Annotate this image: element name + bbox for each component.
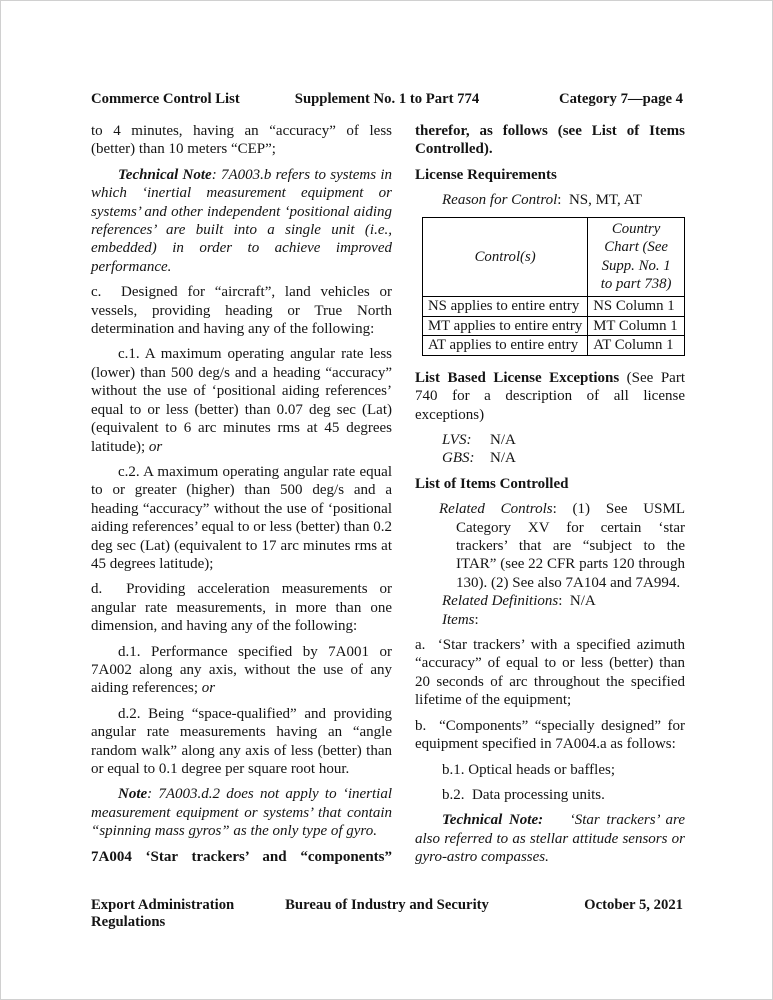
text-run: or [201,680,216,697]
text-run: Related Controls [439,501,553,518]
table-row [423,336,685,356]
page-header [91,91,683,108]
text-run: d.2. Being “space-qualified” and providing angular rate measurements having an “angle random walk” along any axis of less (better) than or equal to 0.1 degree per square root hour. [91,705,392,777]
text-run: LVS: [442,432,472,448]
table-row [423,297,685,317]
text-run: d.1. Performance specified by 7A001 or 7A002 along any axis, without the use of any aiding references; [91,643,392,697]
exception-gbs [415,449,685,467]
text-run: List Based License Exceptions [415,369,620,386]
related-definitions [415,592,685,610]
text-run: therefor, as follows (see List of Items Controlled). [415,123,685,158]
footer-date: October 5, 2021 [584,897,684,913]
note-7a003d2 [91,785,392,840]
text-run: GBS: [442,450,475,467]
list-of-items-controlled-heading [415,475,685,493]
text-run: License Requirements [415,166,557,183]
table-cell: AT applies to entire entry [423,336,588,356]
paragraph-d2 [91,705,392,779]
text-run: 7A004 ‘Star trackers’ and “components” [91,848,392,865]
right-column-bottom [415,369,685,867]
header-supplement-title: Supplement No. 1 to Part 774 [294,91,480,107]
text-run: c.2. A maximum operating angular rate equal to or greater (higher) than 500 deg/s and a heading “accuracy” without the use of ‘positional aiding references’ equal to or less (better) than 0.2 deg sec (Lat) (equivalent to 17 arc minutes rms at 45 degrees latitude); [91,463,392,572]
table-cell: MT applies to entire entry [423,316,588,336]
license-requirements-table [422,217,685,356]
footer-bureau-label: Bureau of Industry and Security [285,897,489,913]
left-text-column [91,122,392,873]
table-row [423,316,685,336]
text-run: or [148,438,163,455]
text-run: : (1) See USML Category XV for certain ‘star trackers’ that are “subject to the ITAR” (see 22 CFR parts 120 through 130). (2) See also 7A104 and 7A994. [456,501,685,591]
text-run: c.1. A maximum operating angular rate less (lower) than 500 deg/s and a heading “accuracy” without the use of ‘positional aiding references’ equal to or less (better) than 0.07 deg sec (Lat) (equivalent to 6 arc minutes rms at 45 degrees latitude); [91,346,392,455]
text-run: Note [118,786,148,803]
text-run: to 4 minutes, having an “accuracy” of less (better) than 10 meters “CEP”; [91,123,392,158]
table-cell: AT Column 1 [588,336,685,356]
footer-regulations-label: Export Administration Regulations [91,897,235,930]
text-run: Technical Note [118,166,212,183]
text-run: Technical Note: [442,812,544,829]
paragraph-c1 [91,345,392,455]
text-run: b. “Components” “specially designed” for equipment specified in 7A004.a as follows: [415,717,685,753]
text-run: N/A [490,432,516,448]
paragraph-d1 [91,643,392,698]
text-run: c. Designed for “aircraft”, land vehicles or vessels, providing heading or True North determination and having any of the following: [91,284,392,338]
entry-7a004-heading [91,848,392,866]
text-run: : 7A003.b refers to systems in which ‘inertial measurement equipment or systems’ and other independent ‘positional aiding references’ are built into a single unit (i.e., embedded) in order to achieve improved performance. [91,166,393,275]
text-run: : N/A [558,593,596,610]
right-text-column [415,122,685,874]
table-header-cell: Control(s) [423,217,588,296]
text-run: b.2. Data processing units. [442,786,605,803]
text-run: b.1. Optical heads or baffles; [442,761,616,778]
text-run: (See Part 740 for a description of all license exceptions) [415,369,685,423]
text-run: : NS, MT, AT [557,192,643,209]
header-category-page: Category 7—page 4 [558,91,683,107]
technical-note-7a003b [91,166,392,276]
items-label [415,611,685,629]
paragraph-d [91,580,392,635]
list-based-license-exceptions [415,369,685,424]
text-run: Related Definitions [442,593,559,610]
exception-lvs [415,431,685,449]
table-header-row [423,217,685,296]
header-document-title: Commerce Control List [91,91,240,107]
text-run: Reason for Control [442,192,558,209]
table-cell: NS Column 1 [588,297,685,317]
paragraph-b [415,717,685,754]
text-run: : [474,611,479,628]
table-cell: NS applies to entire entry [423,297,588,317]
table-cell: MT Column 1 [588,316,685,336]
paragraph-accuracy-cep [91,122,392,159]
related-controls [415,500,685,592]
paragraph-b2 [415,786,685,804]
technical-note-star-trackers [415,811,685,866]
paragraph-therefor [415,122,685,159]
text-run: Items [442,611,475,628]
page-footer [91,897,683,931]
paragraph-c [91,283,392,338]
paragraph-c2 [91,463,392,573]
paragraph-a [415,636,685,710]
text-run: ‘Star trackers’ are also referred to as stellar attitude sensors or gyro-astro compasses. [415,812,685,866]
reason-for-control [415,191,685,209]
text-run: : 7A003.d.2 does not apply to ‘inertial measurement equipment or systems’ that contain “spinning mass gyros” as the only type of gyro. [91,786,392,840]
text-run: N/A [490,450,516,467]
text-run: List of Items Controlled [415,475,569,492]
paragraph-b1 [415,761,685,779]
right-column-top [415,122,685,210]
text-run: a. ‘Star trackers’ with a specified azimuth “accuracy” of equal to or less (better) than 20 seconds of arc throughout the specified lifetime of the equipment; [415,637,685,709]
license-requirements-heading [415,166,685,184]
table-header-cell: Country Chart (See Supp. No. 1 to part 738) [588,217,685,296]
text-run: d. Providing acceleration measurements or angular rate measurements, in more than one dimension, and having any of the following: [91,581,392,635]
